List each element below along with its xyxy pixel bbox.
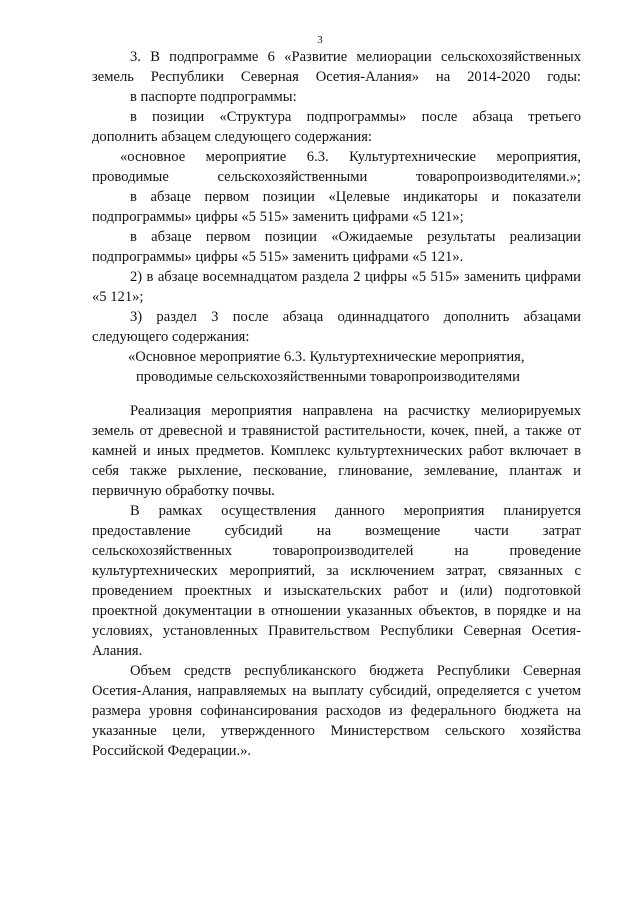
text-line: в паспорте подпрограммы: (130, 89, 297, 105)
section-heading: «Основное мероприятие 6.3. Культуртехнические мероприятия, (128, 349, 525, 365)
text-line: 3. В подпрограмме 6 «Развитие мелиорации сельскохозяйственных (130, 49, 581, 65)
text-line: размера уровня софинансирования расходов из федерального бюджета на (92, 703, 581, 719)
text-line: Алания. (92, 643, 143, 659)
text-line: проводимые сельскохозяйственными товаропроизводителями.»; (92, 169, 581, 185)
text-line: первичную обработку почвы. (92, 483, 275, 499)
text-line: 2) в абзаце восемнадцатом раздела 2 цифры «5 515» заменить цифрами (130, 269, 581, 285)
text-line: земель Республики Северная Осетия-Алания» на 2014-2020 годы: (92, 69, 581, 85)
text-line: проведением проектных и изыскательских работ и (или) подготовкой (92, 583, 581, 599)
text-line: Осетия-Алания, направляемых на выплату субсидий, определяется с учетом (92, 683, 581, 699)
text-line: подпрограммы» цифры «5 515» заменить цифрами «5 121». (92, 249, 464, 265)
text-line: «основное мероприятие 6.3. Культуртехнические мероприятия, (120, 149, 581, 165)
text-line: Реализация мероприятия направлена на расчистку мелиорируемых (130, 403, 581, 419)
text-line: подпрограммы» цифры «5 515» заменить цифрами «5 121»; (92, 209, 464, 225)
text-line: проектной документации в отношении указанных объектов, в порядке и на (92, 603, 581, 619)
text-line: «5 121»; (92, 289, 144, 305)
text-line: В рамках осуществления данного мероприятия планируется (130, 503, 581, 519)
text-line: предоставление субсидий на возмещение части затрат (92, 523, 581, 539)
text-line: камней и иных предметов. Комплекс культуртехнических работ включает в (92, 443, 581, 459)
text-line: культуртехнических мероприятий, за исключением затрат, связанных с (92, 563, 581, 579)
text-line: в абзаце первом позиции «Ожидаемые результаты реализации (130, 229, 581, 245)
page-number: 3 (317, 34, 323, 46)
text-line: 3) раздел 3 после абзаца одиннадцатого дополнить абзацами (130, 309, 581, 325)
text-line: условиях, установленных Правительством Республики Северная Осетия- (92, 623, 581, 639)
text-line: дополнить абзацем следующего содержания: (92, 129, 372, 145)
text-line: сельскохозяйственных товаропроизводителей на проведение (92, 543, 581, 559)
section-heading: проводимые сельскохозяйственными товаропроизводителями (136, 369, 520, 385)
text-line: указанные цели, утвержденного Министерством сельского хозяйства (92, 723, 581, 739)
text-line: в позиции «Структура подпрограммы» после абзаца третьего (130, 109, 581, 125)
text-line: земель от древесной и травянистой растительности, кочек, пней, а также от (92, 423, 581, 439)
text-line: Объем средств республиканского бюджета Республики Северная (130, 663, 581, 679)
text-line: следующего содержания: (92, 329, 250, 345)
text-line: в абзаце первом позиции «Целевые индикаторы и показатели (130, 189, 581, 205)
text-line: себя также рыхление, пескование, глинование, землевание, плантаж и (92, 463, 581, 479)
text-line: Российской Федерации.». (92, 743, 252, 759)
